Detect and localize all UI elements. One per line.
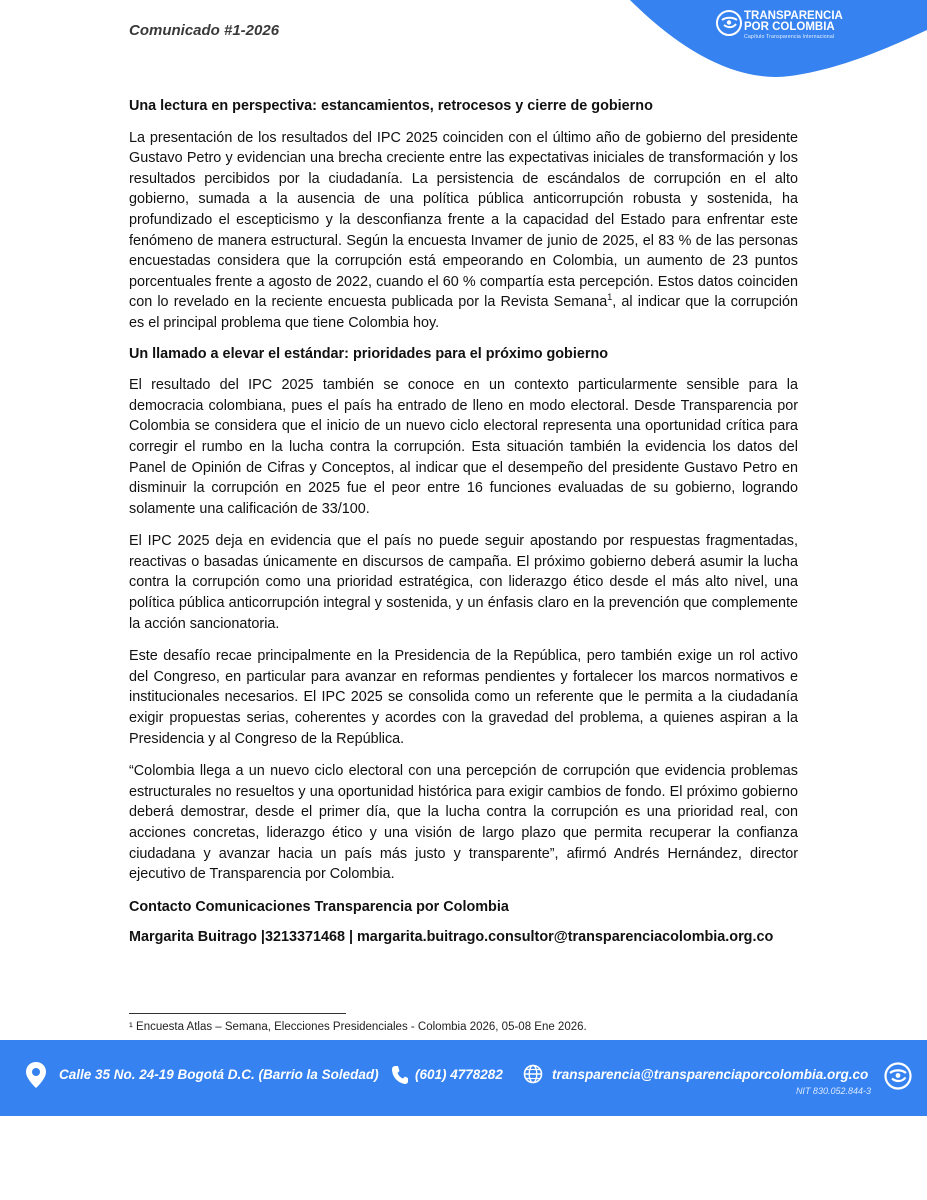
footer-phone[interactable]: (601) 4778282 (415, 1067, 503, 1082)
footnote-divider (129, 1013, 346, 1014)
location-pin-icon (25, 1061, 47, 1089)
paragraph-quote: “Colombia llega a un nuevo ciclo electoral con una percepción de corrupción que evidencia problemas estructurales no resueltos y una oportunidad histórica para exigir cambios de fondo. El próximo gobierno deberá demostrar, desde el primer día, que la lucha contra la corrupción es una prioridad real, con acciones concretas, liderazgo ético y una visión de largo plazo que permita recuperar la confianza ciudadana y avanzar hacia un país más justo y transparente”, afirmó Andrés Hernández, director ejecutivo de Transparencia por Colombia. (129, 763, 798, 883)
brand-logo[interactable] (716, 8, 916, 48)
footnote-reference[interactable]: 1 (607, 292, 613, 303)
paragraph-context: El resultado del IPC 2025 también se conoce en un contexto particularmente sensible para la democracia colombiana, pues el país ha entrado de lleno en modo electoral. Desde Transparencia por Colombia se considera que el inicio de un nuevo ciclo electoral representa una oportunidad crítica para corregir el rumbo en la lucha contra la corrupción. Esta situación también la evidencia los datos del Panel de Opinión de Cifras y Conceptos, al indicar que el desempeño del presidente Gustavo Petro en disminuir la corrupción en 2025 fue el peor entre 16 funciones evaluadas de su gobierno, logrando solamente una calificación de 33/100. (129, 377, 798, 517)
paragraph-perspective-text-end: , al indicar que la corrupción es el principal problema que tiene Colombia hoy. (129, 294, 798, 331)
brand-subtitle: Capítulo Transparencia Internacional (744, 34, 835, 40)
section-heading-perspective: Una lectura en perspectiva: estancamientos, retrocesos y cierre de gobierno (129, 98, 653, 114)
globe-logo-icon (716, 10, 742, 36)
brand-mark-icon (884, 1062, 912, 1090)
paragraph-ipc-evidence: El IPC 2025 deja en evidencia que el país no puede seguir apostando por respuestas fragmentadas, reactivas o basadas únicamente en discursos de campaña. El próximo gobierno deberá asumir la lucha contra la corrupción como una prioridad estratégica, con liderazgo ético desde el más alto nivel, una política pública anticorrupción integral y sostenida, y un énfasis claro en la prevención que complemente la acción sancionatoria. (129, 533, 798, 632)
footer-address: Calle 35 No. 24-19 Bogotá D.C. (Barrio la Soledad) (59, 1067, 379, 1082)
contact-details: Margarita Buitrago |3213371468 | margarita.buitrago.consultor@transparenciacolombia.org.co (129, 929, 774, 946)
phone-icon (391, 1065, 409, 1085)
brand-name-line1: TRANSPARENCIA (744, 10, 843, 22)
paragraph-perspective (129, 128, 798, 334)
footer-nit: NIT 830.052.844-3 (795, 1086, 871, 1096)
globe-web-icon (523, 1064, 543, 1084)
brand-name-line2: POR COLOMBIA (744, 21, 835, 33)
footnote-text: ¹ Encuesta Atlas – Semana, Elecciones Presidenciales - Colombia 2026, 05-08 Ene 2026. (129, 1021, 587, 1033)
document-body (129, 96, 798, 958)
contact-heading: Contacto Comunicaciones Transparencia por Colombia (129, 898, 509, 915)
footer-email[interactable]: transparencia@transparenciaporcolombia.org.co (552, 1067, 869, 1082)
paragraph-challenge: Este desafío recae principalmente en la Presidencia de la República, pero también exige un rol activo del Congreso, en particular para avanzar en reformas pendientes y fortalecer los marcos normativos e institucionales necesarios. El IPC 2025 se consolida como un referente que le permita a la ciudadanía exigir propuestas serias, coherentes y acordes con la gravedad del problema, a quienes aspiran a la Presidencia y al Congreso de la República. (129, 648, 798, 747)
paragraph-perspective-text: La presentación de los resultados del IPC 2025 coinciden con el último año de gobierno del presidente Gustavo Petro y evidencian una brecha creciente entre las expectativas iniciales de transformación y los resultados percibidos por la ciudadanía. La persistencia de escándalos de corrupción en el alto gobierno, sumada a la ausencia de una política pública anticorrupción robusta y sostenida, ha profundizado el escepticismo y la desconfianza frente a la capacidad del Estado para enfrentar este fenómeno de manera estructural. Según la encuesta Invamer de junio de 2025, el 83 % de las personas encuestadas considera que la corrupción está empeorando en Colombia, un aumento de 23 puntos porcentuales frente a agosto de 2022, cuando el 60 % compartía esta percepción. Estos datos coinciden con lo revelado en la reciente encuesta publicada por la Revista Semana (129, 129, 798, 311)
page-footer (0, 1040, 927, 1116)
section-heading-call: Un llamado a elevar el estándar: prioridades para el próximo gobierno (129, 345, 609, 362)
communique-number: Comunicado #1-2026 (129, 22, 280, 39)
